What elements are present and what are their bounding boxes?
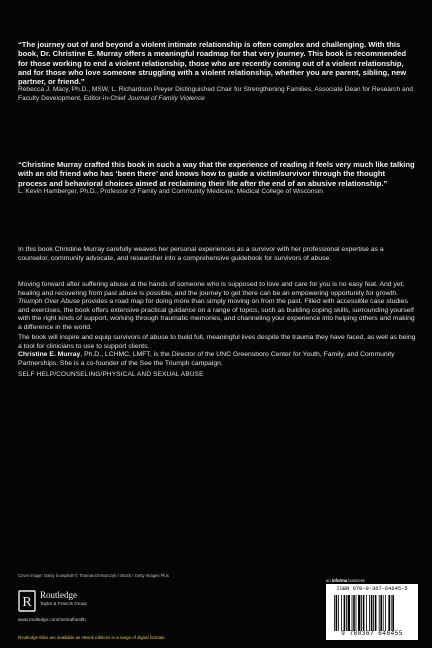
isbn-number: ISBN 978-0-367-64645-5 bbox=[336, 586, 408, 592]
endorsement-quote-2 bbox=[18, 160, 416, 196]
routledge-logo-icon bbox=[18, 590, 36, 612]
barcode-digits: 9 780367 646455 bbox=[341, 630, 403, 637]
description-paragraph-1: In this book Christine Murray carefully weaves her personal experiences as a survivor with her professional expertise as a counselor, community advocate, and researcher into a comprehensive guidebook for survivors of abuse. bbox=[18, 246, 384, 262]
quote-1-attribution: Rebecca J. Macy, Ph.D., MSW, L. Richardson Preyer Distinguished Chair for Strengthening Families, Associate Dean for Research and Faculty Development, Editor-in-Chief Journal of Family Violence bbox=[18, 86, 413, 102]
publisher-group: Taylor & Francis Group bbox=[40, 601, 87, 606]
subject-category: SELF HELP/COUNSELING/PHYSICAL AND SEXUAL ABUSE bbox=[18, 371, 204, 378]
quote-1-text: “The journey out of and beyond a violent intimate relationship is often complex and challenging. With this book, Dr. Christine E. Murray offers a meaningful roadmap for that very journey. This book is recommended for those working to end a violent relationship, those who are recently coming out of a violent relationship, and for those who love someone struggling with a violent relationship, whether you are parent, sibling, new partner, or friend.” bbox=[18, 40, 407, 87]
cover-image-credit: Cover image: Daisy in asphalt © Thomas Demarczyk / iStock / Getty Images Plus bbox=[18, 573, 169, 578]
isbn-barcode bbox=[326, 584, 418, 640]
author-bio: Christine E. Murray, Ph.D., LCHMC, LMFT, is the Director of the UNC Greensboro Center for Youth, Family, and Community Partnerships. She is a co-founder of the See the Triumph campaign. bbox=[18, 351, 395, 367]
book-title: Triumph Over Abuse bbox=[18, 298, 80, 306]
description-paragraph-3: The book will inspire and equip survivors of abuse to build full, meaningful lives despite the trauma they have faced, as well as being a tool for clinicians to use to support clients. bbox=[18, 334, 416, 350]
quote-2-attribution: L. Kevin Hamberger, Ph.D., Professor of Family and Community Medicine, Medical College of Wisconsin bbox=[18, 187, 323, 195]
publisher-name: Routledge bbox=[40, 590, 77, 600]
author-name: Christine E. Murray bbox=[18, 351, 81, 358]
barcode-icon bbox=[334, 595, 414, 631]
quote-2-text: “Christine Murray crafted this book in such a way that the experience of reading it feels very much like talking with an old friend who has ‘been there’ and knows how to guide a victim/survivor through the thought process and behavioral choices aimed at reclaiming their life after the end of an abusive relationship.” bbox=[18, 160, 415, 188]
informa-business-label: an informa business bbox=[326, 578, 365, 583]
publisher-url[interactable]: www.routledge.com/mentalhealth bbox=[18, 617, 86, 622]
journal-title: Journal of Family Violence bbox=[127, 94, 205, 102]
svg-text:R: R bbox=[22, 595, 32, 610]
endorsement-quote-1 bbox=[18, 40, 416, 103]
ebook-note: Routledge titles are available as eBook editions in a range of digital formats bbox=[18, 635, 165, 640]
publisher-logo[interactable] bbox=[18, 588, 178, 622]
description-paragraph-2: Moving forward after suffering abuse at the hands of someone who is supposed to love and care for you is no easy feat. And yet, healing and recovering from past abuse is possible, and the journey to get there can be an empowering opportunity for growth. Triumph Over Abuse provides a road map for doing more than simply moving on from the past. Filled with accessible case studies and exercises, the book offers extensive practical guidance on a range of topics, such as building coping skills, surrounding yourself with the right kinds of support, working through traumatic memories, and channeling your experience into helping others and making a difference in the world. bbox=[18, 281, 415, 331]
